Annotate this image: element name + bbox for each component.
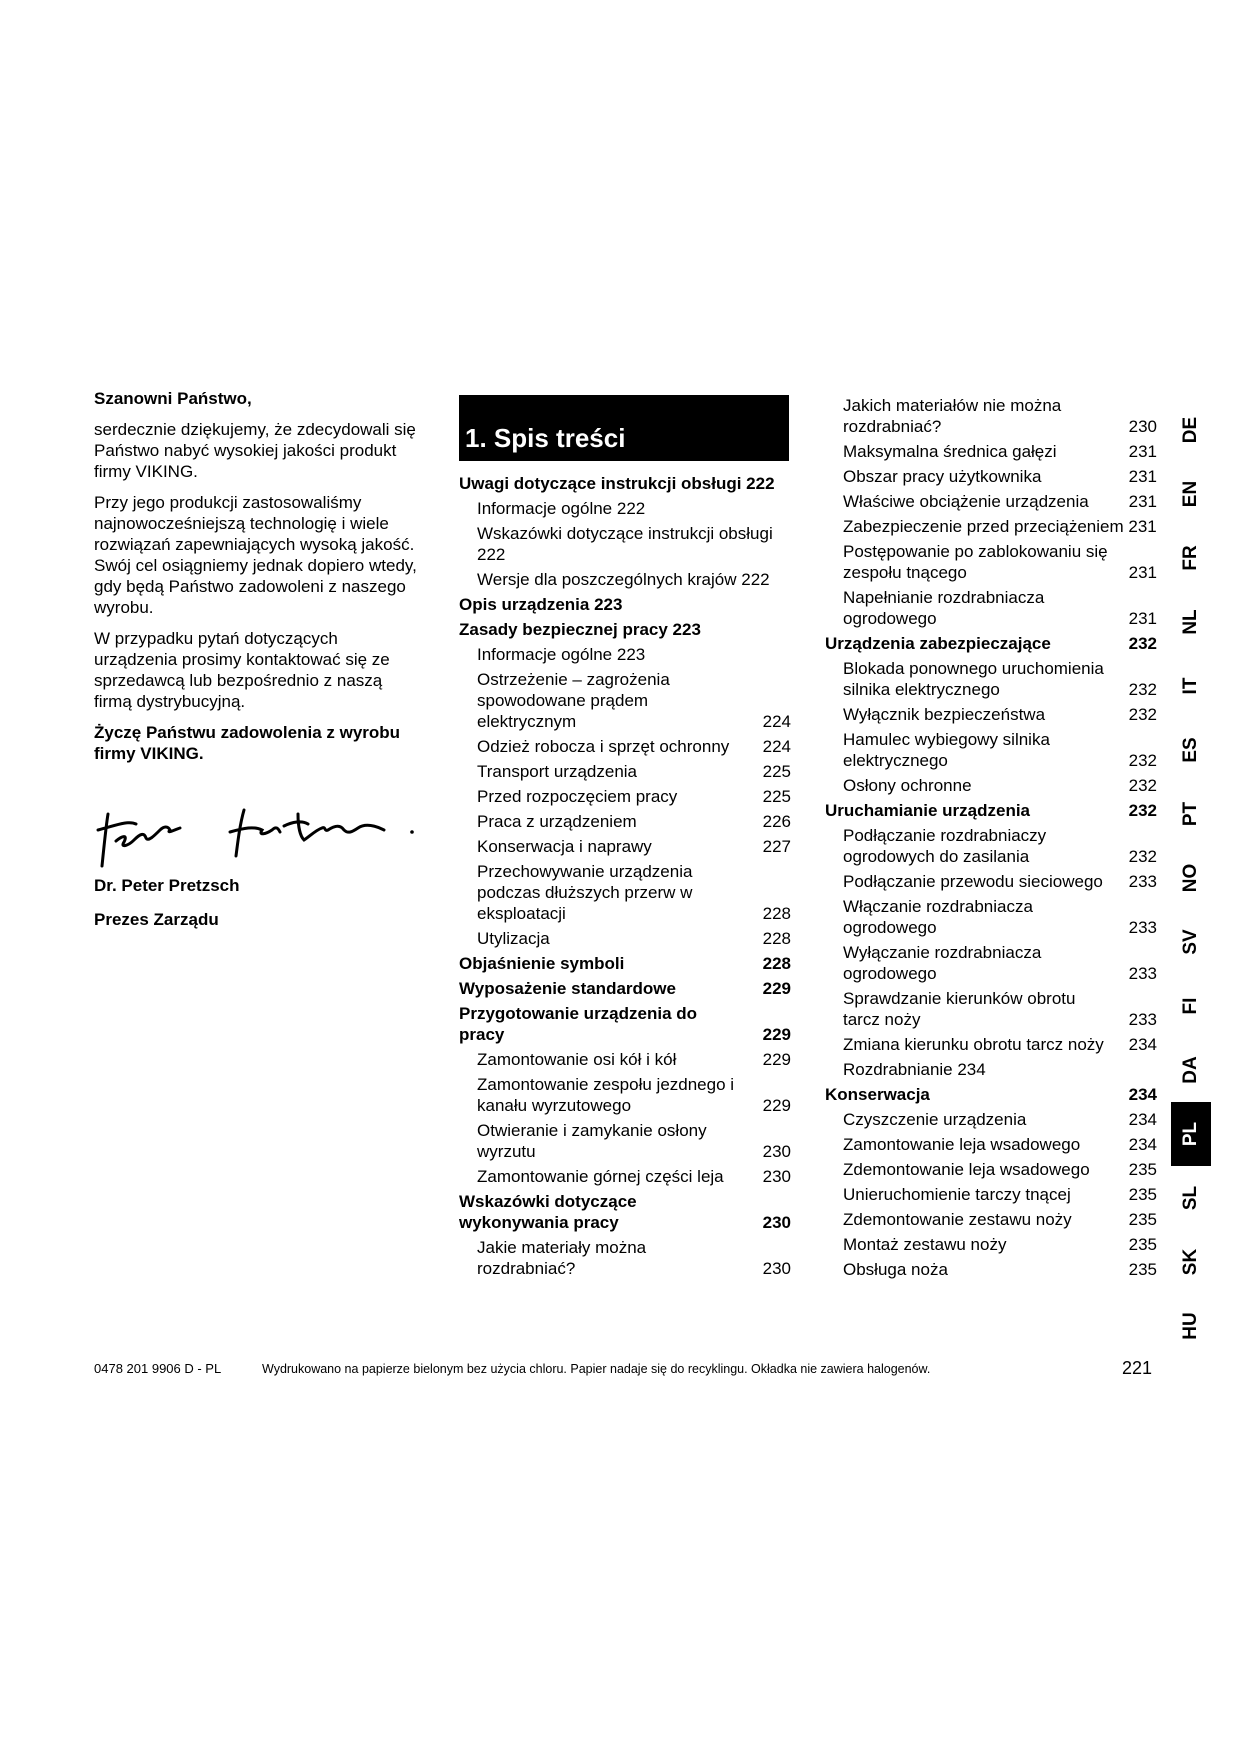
language-tab-es[interactable] bbox=[1171, 718, 1211, 782]
toc-entry-title: Konserwacja i naprawy bbox=[477, 837, 652, 856]
toc-entry[interactable] bbox=[459, 953, 791, 974]
toc-entry-title: Otwieranie i zamykanie osłony wyrzutu bbox=[477, 1121, 707, 1161]
toc-entry-page: 235 bbox=[1128, 1185, 1157, 1204]
toc-entry[interactable] bbox=[825, 729, 1157, 771]
toc-entry[interactable] bbox=[825, 1184, 1157, 1205]
toc-entry[interactable] bbox=[825, 1109, 1157, 1130]
toc-entry-page: 228 bbox=[762, 954, 791, 973]
toc-entry-page: 231 bbox=[1128, 492, 1157, 511]
toc-entry-page: 235 bbox=[1128, 1160, 1157, 1179]
toc-entry[interactable] bbox=[459, 928, 791, 949]
toc-entry-title: Rozdrabnianie 234 bbox=[843, 1060, 986, 1079]
toc-entry[interactable] bbox=[825, 633, 1157, 654]
toc-entry-page: 231 bbox=[1128, 563, 1157, 582]
toc-entry-page: 233 bbox=[1128, 872, 1157, 891]
toc-entry[interactable] bbox=[459, 669, 791, 732]
letter-wish: Życzę Państwu zadowolenia z wyrobu firmy VIKING. bbox=[94, 723, 401, 763]
toc-entry-title: Zdemontowanie zestawu noży bbox=[843, 1210, 1072, 1229]
toc-entry-title: Hamulec wybiegowy silnika elektrycznego bbox=[843, 730, 1050, 770]
toc-entry-page: 231 bbox=[1128, 467, 1157, 486]
toc-entry-title: Uruchamianie urządzenia bbox=[825, 801, 1031, 820]
language-tab-label: EN bbox=[1180, 480, 1201, 508]
language-tab-label: SV bbox=[1180, 929, 1201, 955]
toc-entry-page: 232 bbox=[1128, 847, 1157, 866]
toc-entry-page: 232 bbox=[1128, 776, 1157, 795]
toc-entry-page: 233 bbox=[1128, 964, 1157, 983]
toc-entry-page: 229 bbox=[762, 1050, 791, 1069]
toc-entry-page: 224 bbox=[762, 712, 791, 731]
toc-entry[interactable] bbox=[459, 619, 791, 640]
toc-entry-title: Zamontowanie leja wsadowego bbox=[843, 1135, 1081, 1154]
language-tab-label: HU bbox=[1180, 1312, 1201, 1340]
language-tab-sl[interactable] bbox=[1171, 1166, 1211, 1230]
toc-entry[interactable] bbox=[459, 1003, 791, 1045]
toc-entry-title: Zasady bezpiecznej pracy 223 bbox=[459, 620, 701, 639]
toc-entry-page: 234 bbox=[1128, 1085, 1157, 1104]
language-tab-hu[interactable] bbox=[1171, 1294, 1211, 1358]
toc-entry-title: Przed rozpoczęciem pracy bbox=[477, 787, 678, 806]
toc-entry-page: 232 bbox=[1128, 680, 1157, 699]
toc-entry-page: 230 bbox=[762, 1259, 791, 1278]
toc-entry-page: 229 bbox=[762, 979, 791, 998]
toc-entry[interactable] bbox=[825, 704, 1157, 725]
toc-entry-page: 232 bbox=[1128, 801, 1157, 820]
language-tab-label: PL bbox=[1180, 1121, 1201, 1147]
toc-entry[interactable] bbox=[825, 1084, 1157, 1105]
toc-entry[interactable] bbox=[825, 942, 1157, 984]
language-tab-it[interactable] bbox=[1171, 654, 1211, 718]
toc-entry-page: 230 bbox=[762, 1142, 791, 1161]
toc-entry-title: Obsługa noża bbox=[843, 1260, 948, 1279]
toc-entry[interactable] bbox=[459, 523, 791, 565]
toc-entry-title: Napełnianie rozdrabniacza ogrodowego bbox=[843, 588, 1045, 628]
language-tab-sk[interactable] bbox=[1171, 1230, 1211, 1294]
toc-entry-title: Odzież robocza i sprzęt ochronny bbox=[477, 737, 730, 756]
toc-entry-title: Objaśnienie symboli bbox=[459, 954, 625, 973]
toc-entry-title: Ostrzeżenie – zagrożenia spowodowane prądem elektrycznym bbox=[477, 670, 670, 731]
toc-entry-page: 233 bbox=[1128, 918, 1157, 937]
toc-entry-title: Jakich materiałów nie można rozdrabniać? bbox=[843, 396, 1062, 436]
language-tab-sv[interactable] bbox=[1171, 910, 1211, 974]
toc-entry[interactable] bbox=[825, 1134, 1157, 1155]
language-tab-label: FI bbox=[1180, 997, 1201, 1015]
toc-entry-page: 235 bbox=[1128, 1260, 1157, 1279]
toc-entry-title: Opis urządzenia 223 bbox=[459, 595, 623, 614]
toc-entry-title: Unieruchomienie tarczy tnącej bbox=[843, 1185, 1071, 1204]
toc-entry[interactable] bbox=[825, 516, 1157, 537]
toc-entry[interactable] bbox=[825, 988, 1157, 1030]
toc-entry[interactable] bbox=[825, 775, 1157, 796]
signer-role: Prezes Zarządu bbox=[94, 910, 219, 929]
language-tab-label: SL bbox=[1180, 1185, 1201, 1211]
toc-column-middle bbox=[459, 473, 791, 1283]
toc-entry[interactable] bbox=[459, 498, 791, 519]
toc-entry-page: 235 bbox=[1128, 1210, 1157, 1229]
toc-entry-page: 224 bbox=[762, 737, 791, 756]
toc-entry[interactable] bbox=[825, 1059, 1157, 1080]
toc-entry[interactable] bbox=[825, 1234, 1157, 1255]
toc-entry[interactable] bbox=[459, 473, 791, 494]
language-tab-no[interactable] bbox=[1171, 846, 1211, 910]
toc-entry[interactable] bbox=[825, 800, 1157, 821]
toc-entry-title: Montaż zestawu noży bbox=[843, 1235, 1007, 1254]
language-tab-pl[interactable] bbox=[1171, 1102, 1211, 1166]
toc-entry-title: Konserwacja bbox=[825, 1085, 930, 1104]
toc-entry[interactable] bbox=[459, 786, 791, 807]
signature-image bbox=[94, 796, 424, 876]
toc-entry[interactable] bbox=[459, 644, 791, 665]
toc-entry-title: Wskazówki dotyczące wykonywania pracy bbox=[459, 1192, 637, 1232]
toc-entry-page: 226 bbox=[762, 812, 791, 831]
language-tab-en[interactable] bbox=[1171, 462, 1211, 526]
toc-entry[interactable] bbox=[825, 896, 1157, 938]
toc-entry-title: Praca z urządzeniem bbox=[477, 812, 637, 831]
toc-entry-page: 230 bbox=[762, 1167, 791, 1186]
toc-entry[interactable] bbox=[825, 491, 1157, 512]
toc-entry-title: Blokada ponownego uruchomienia silnika elektrycznego bbox=[843, 659, 1104, 699]
toc-entry-page: 232 bbox=[1128, 751, 1157, 770]
toc-entry-title: Wyłączanie rozdrabniacza ogrodowego bbox=[843, 943, 1042, 983]
toc-entry-title: Zamontowanie zespołu jezdnego i kanału wyrzutowego bbox=[477, 1075, 735, 1115]
toc-entry-title: Wersje dla poszczególnych krajów 222 bbox=[477, 570, 770, 589]
toc-entry-title: Zmiana kierunku obrotu tarcz noży bbox=[843, 1035, 1104, 1054]
language-tab-da[interactable] bbox=[1171, 1038, 1211, 1102]
toc-entry[interactable] bbox=[459, 569, 791, 590]
toc-entry-title: Przechowywanie urządzenia podczas dłuższych przerw w eksploatacji bbox=[477, 862, 693, 923]
toc-entry[interactable] bbox=[459, 1237, 791, 1279]
toc-entry-title: Informacje ogólne 223 bbox=[477, 645, 646, 664]
toc-entry[interactable] bbox=[459, 1074, 791, 1116]
toc-entry[interactable] bbox=[825, 441, 1157, 462]
toc-title-bar bbox=[459, 395, 789, 461]
toc-entry-page: 227 bbox=[762, 837, 791, 856]
toc-entry[interactable] bbox=[825, 825, 1157, 867]
toc-entry-title: Jakie materiały można rozdrabniać? bbox=[477, 1238, 647, 1278]
toc-entry[interactable] bbox=[459, 1166, 791, 1187]
toc-entry[interactable] bbox=[459, 836, 791, 857]
letter-paragraph: W przypadku pytań dotyczących urządzenia prosimy kontaktować się ze sprzedawcą lub bezpośrednio z naszą firmą dystrybucyjną. bbox=[94, 629, 390, 711]
toc-entry-page: 231 bbox=[1128, 609, 1157, 628]
document-code: 0478 201 9906 D - PL bbox=[94, 1361, 222, 1376]
toc-entry-title: Włączanie rozdrabniacza ogrodowego bbox=[843, 897, 1033, 937]
toc-entry-page: 234 bbox=[1128, 1035, 1157, 1054]
toc-entry-page: 228 bbox=[762, 929, 791, 948]
toc-entry[interactable] bbox=[825, 658, 1157, 700]
toc-entry-title: Zamontowanie górnej części leja bbox=[477, 1167, 724, 1186]
toc-entry[interactable] bbox=[825, 541, 1157, 583]
toc-entry-title: Uwagi dotyczące instrukcji obsługi 222 bbox=[459, 474, 775, 493]
language-tab-label: IT bbox=[1180, 677, 1201, 695]
toc-title: 1. Spis treści bbox=[465, 423, 626, 453]
language-tab-label: SK bbox=[1180, 1248, 1201, 1276]
toc-entry-title: Transport urządzenia bbox=[477, 762, 638, 781]
language-tab-fi[interactable] bbox=[1171, 974, 1211, 1038]
toc-entry-page: 234 bbox=[1128, 1110, 1157, 1129]
language-tab-de[interactable] bbox=[1171, 398, 1211, 462]
toc-entry[interactable] bbox=[459, 978, 791, 999]
toc-entry-page: 228 bbox=[762, 904, 791, 923]
toc-entry-title: Zamontowanie osi kół i kół bbox=[477, 1050, 677, 1069]
toc-entry[interactable] bbox=[459, 1191, 791, 1233]
toc-entry[interactable] bbox=[459, 861, 791, 924]
language-tab-label: NL bbox=[1180, 609, 1201, 635]
toc-entry[interactable] bbox=[459, 761, 791, 782]
toc-entry-page: 234 bbox=[1128, 1135, 1157, 1154]
toc-entry[interactable] bbox=[825, 1034, 1157, 1055]
language-tab-nl[interactable] bbox=[1171, 590, 1211, 654]
toc-entry-page: 230 bbox=[762, 1213, 791, 1232]
welcome-letter bbox=[94, 388, 424, 774]
language-tabs bbox=[1171, 398, 1211, 1358]
toc-entry-title: Informacje ogólne 222 bbox=[477, 499, 646, 518]
language-tab-label: FR bbox=[1180, 545, 1201, 571]
toc-entry-title: Sprawdzanie kierunków obrotu tarcz noży bbox=[843, 989, 1076, 1029]
language-tab-label: ES bbox=[1180, 737, 1201, 763]
toc-entry-title: Wyłącznik bezpieczeństwa bbox=[843, 705, 1046, 724]
print-note: Wydrukowano na papierze bielonym bez użycia chloru. Papier nadaje się do recyklingu. Okładka nie zawiera halogenów. bbox=[262, 1362, 931, 1376]
toc-entry-title: Czyszczenie urządzenia bbox=[843, 1110, 1027, 1129]
toc-entry[interactable] bbox=[825, 395, 1157, 437]
toc-entry-title: Maksymalna średnica gałęzi bbox=[843, 442, 1057, 461]
toc-entry-page: 233 bbox=[1128, 1010, 1157, 1029]
toc-entry-title: Podłączanie rozdrabniaczy ogrodowych do zasilania bbox=[843, 826, 1047, 866]
toc-entry-title: Zabezpieczenie przed przeciążeniem 231 bbox=[843, 517, 1157, 536]
toc-column-right bbox=[825, 395, 1157, 1284]
toc-entry[interactable] bbox=[825, 1259, 1157, 1280]
language-tab-pt[interactable] bbox=[1171, 782, 1211, 846]
language-tab-label: NO bbox=[1180, 863, 1201, 893]
toc-entry-page: 232 bbox=[1128, 705, 1157, 724]
toc-entry[interactable] bbox=[459, 594, 791, 615]
toc-entry-title: Podłączanie przewodu sieciowego bbox=[843, 872, 1103, 891]
toc-entry-page: 225 bbox=[762, 787, 791, 806]
language-tab-label: DE bbox=[1180, 416, 1201, 444]
toc-entry[interactable] bbox=[825, 1159, 1157, 1180]
toc-entry-page: 229 bbox=[762, 1096, 791, 1115]
toc-entry-title: Obszar pracy użytkownika bbox=[843, 467, 1042, 486]
toc-entry[interactable] bbox=[459, 811, 791, 832]
toc-entry[interactable] bbox=[825, 587, 1157, 629]
letter-paragraph: serdecznie dziękujemy, że zdecydowali się Państwo nabyć wysokiej jakości produkt firmy VIKING. bbox=[94, 420, 416, 481]
toc-entry-title: Utylizacja bbox=[477, 929, 550, 948]
toc-entry-title: Zdemontowanie leja wsadowego bbox=[843, 1160, 1090, 1179]
toc-entry-title: Postępowanie po zablokowaniu się zespołu tnącego bbox=[843, 542, 1108, 582]
toc-entry-title: Przygotowanie urządzenia do pracy bbox=[459, 1004, 698, 1044]
toc-entry-title: Osłony ochronne bbox=[843, 776, 972, 795]
toc-entry-page: 235 bbox=[1128, 1235, 1157, 1254]
signer-name: Dr. Peter Pretzsch bbox=[94, 876, 240, 895]
toc-entry[interactable] bbox=[459, 1049, 791, 1070]
letter-paragraph: Przy jego produkcji zastosowaliśmy najnowocześniejszą technologię i wiele rozwiązań zapewniających wysoką jakość. Swój cel osiągniemy jednak dopiero wtedy, gdy będą Państwo zadowoleni z naszego wyrobu. bbox=[94, 493, 417, 617]
letter-greeting: Szanowni Państwo, bbox=[94, 389, 252, 408]
toc-entry-title: Wyposażenie standardowe bbox=[459, 979, 676, 998]
toc-entry-page: 225 bbox=[762, 762, 791, 781]
toc-entry-title: Wskazówki dotyczące instrukcji obsługi 222 bbox=[477, 524, 773, 564]
toc-entry-page: 231 bbox=[1128, 442, 1157, 461]
toc-entry[interactable] bbox=[459, 736, 791, 757]
page-number: 221 bbox=[1122, 1358, 1153, 1378]
toc-entry-page: 229 bbox=[762, 1025, 791, 1044]
toc-entry[interactable] bbox=[825, 1209, 1157, 1230]
toc-entry[interactable] bbox=[825, 466, 1157, 487]
toc-entry-title: Właściwe obciążenie urządzenia bbox=[843, 492, 1089, 511]
toc-entry-title: Urządzenia zabezpieczające bbox=[825, 634, 1051, 653]
toc-entry[interactable] bbox=[459, 1120, 791, 1162]
language-tab-label: PT bbox=[1180, 801, 1201, 827]
language-tab-label: DA bbox=[1180, 1056, 1201, 1084]
language-tab-fr[interactable] bbox=[1171, 526, 1211, 590]
toc-entry-page: 232 bbox=[1128, 634, 1157, 653]
toc-entry[interactable] bbox=[825, 871, 1157, 892]
toc-entry-page: 230 bbox=[1128, 417, 1157, 436]
